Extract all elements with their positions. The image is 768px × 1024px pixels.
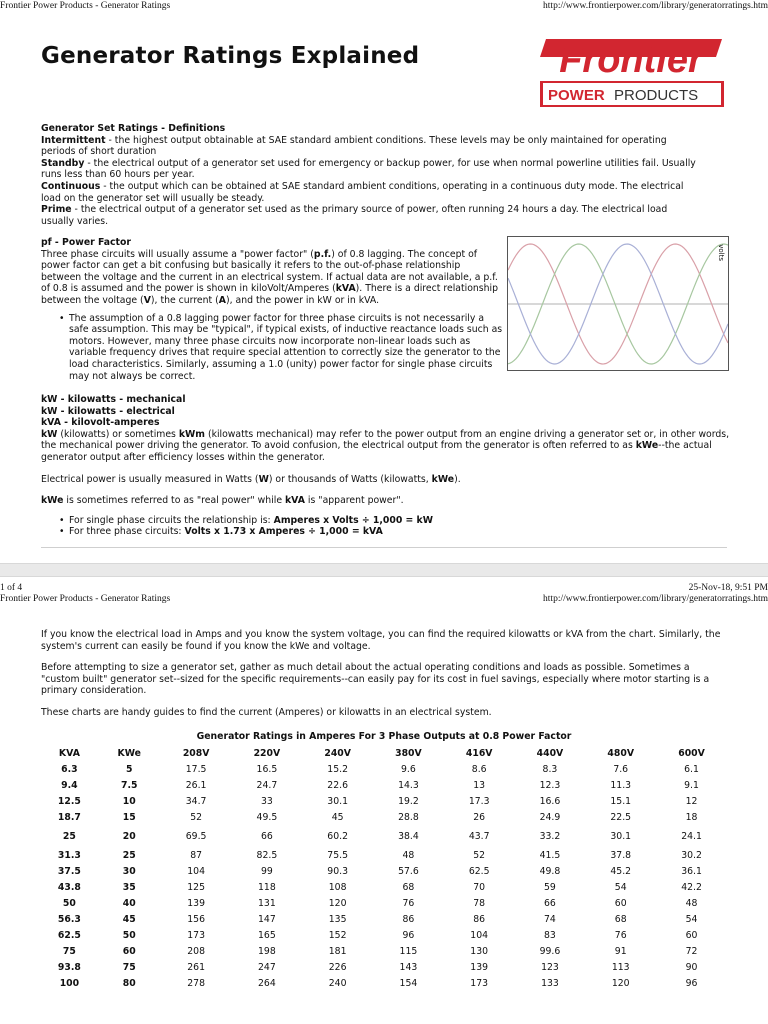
table-cell: 76 — [402, 897, 415, 909]
table-cell: 135 — [328, 913, 347, 925]
table-cell: 208 — [187, 945, 205, 957]
table-cell: 82.5 — [256, 849, 278, 861]
table-cell: 18 — [685, 811, 698, 823]
table-cell: 60 — [614, 897, 627, 909]
table-cell: 104 — [187, 865, 205, 877]
table-cell: 9.4 — [61, 779, 78, 791]
table-cell: 120 — [328, 897, 347, 909]
table-cell: 91 — [614, 945, 627, 957]
table-cell: 49.5 — [256, 811, 278, 823]
kw-paragraph: kW (kilowatts) or sometimes kWm (kilowatts mechanical) may refer to the power output from an engine driving a generator set or, in other words, the mechanical power driving the generator. To avoid confusion, the electrical output from the generator is often referred to as kWe--the actual generator output after efficiency losses within the generator. — [41, 428, 730, 463]
table-cell: 41.5 — [539, 849, 561, 861]
table-cell: 24.1 — [681, 830, 702, 842]
table-cell: 11.3 — [610, 779, 632, 791]
table-cell: 12 — [685, 795, 698, 807]
col-header: 220V — [253, 747, 281, 759]
table-cell: 173 — [187, 929, 205, 941]
table-cell: 35 — [122, 881, 136, 893]
table-row — [41, 879, 727, 895]
table-cell: 45 — [331, 811, 344, 823]
table-cell: 93.8 — [57, 961, 81, 973]
table-cell: 22.5 — [610, 811, 632, 823]
electrical-power-paragraph: Electrical power is usually measured in Watts (W) or thousands of Watts (kilowatts, kWe). — [41, 473, 461, 485]
table-cell: 104 — [470, 929, 489, 941]
table-cell: 15.1 — [610, 795, 632, 807]
table-cell: 16.6 — [539, 795, 561, 807]
print-header-page2 — [0, 594, 768, 606]
table-row — [41, 975, 727, 991]
table-cell: 60.2 — [327, 830, 348, 842]
table-cell: 19.2 — [398, 795, 419, 807]
table-cell: 115 — [399, 945, 418, 957]
table-cell: 113 — [611, 961, 630, 973]
table-cell: 152 — [328, 929, 347, 941]
table-cell: 100 — [59, 977, 80, 989]
table-cell: 278 — [187, 977, 205, 989]
table-cell: 59 — [544, 881, 556, 893]
def-standby: Standby - the electrical output of a generator set used for emergency or backup power, for use when normal powerline utilities fail. Usually runs less than 60 hours per year. — [41, 157, 696, 181]
table-cell: 52 — [190, 811, 203, 823]
table-cell: 86 — [402, 913, 415, 925]
table-cell: 57.6 — [398, 865, 419, 877]
table-row — [41, 911, 727, 927]
table-cell: 75 — [122, 961, 136, 973]
print-header — [0, 1, 768, 13]
table-cell: 69.5 — [185, 830, 207, 842]
table-cell: 9.1 — [684, 779, 699, 791]
table-cell: 33 — [260, 795, 273, 807]
chart-usage-paragraph: If you know the electrical load in Amps and you know the system voltage, you can find the required kilowatts or kVA from the chart. Similarly, the system's current can easily be found if you know the kWe and voltage. — [41, 629, 721, 652]
table-row — [41, 927, 727, 943]
ratings-table-header — [41, 745, 727, 761]
table-cell: 154 — [399, 977, 418, 989]
ratings-table-title: Generator Ratings in Amperes For 3 Phase Outputs at 0.8 Power Factor — [196, 731, 572, 742]
table-cell: 30.1 — [610, 830, 632, 842]
table-row — [41, 793, 727, 809]
page-title: Generator Ratings Explained — [41, 43, 420, 69]
table-cell: 108 — [328, 881, 347, 893]
table-cell: 49.8 — [539, 865, 561, 877]
table-cell: 54 — [685, 913, 698, 925]
table-cell: 26.1 — [185, 779, 207, 791]
table-cell: 17.3 — [468, 795, 490, 807]
page-count: 1 of 4 — [0, 583, 23, 593]
table-cell: 68 — [614, 913, 627, 925]
table-cell: 25 — [62, 830, 76, 842]
table-cell: 75 — [62, 945, 76, 957]
logo-brand: Frontier — [559, 39, 703, 81]
power-factor-section — [41, 237, 503, 382]
table-cell: 147 — [258, 913, 276, 925]
table-cell: 62.5 — [468, 865, 490, 877]
print-header-url-p2[interactable]: http://www.frontierpower.com/library/generatorratings.htm — [543, 594, 768, 604]
table-cell: 247 — [258, 961, 276, 973]
col-header: 208V — [182, 747, 210, 759]
table-cell: 143 — [399, 961, 418, 973]
print-header-title-p2: Frontier Power Products - Generator Ratings — [0, 594, 171, 604]
table-cell: 60 — [122, 945, 136, 957]
def-prime: Prime - the electrical output of a generator set used as the primary source of power, often running 24 hours a day. The electrical load usually varies. — [41, 204, 668, 227]
svg-text:PRODUCTS: PRODUCTS — [614, 87, 699, 104]
table-row — [41, 943, 727, 959]
pf-bullet-list — [41, 313, 503, 383]
sizing-paragraph: Before attempting to size a generator set, gather as much detail about the actual operating conditions and loads as possible. Sometimes a "custom built" generator set--sized for the specific requirements--can easily pay for its cost in fuel savings, especially where motor starting is a primary consideration. — [41, 662, 710, 697]
table-cell: 40 — [122, 897, 136, 909]
sizing-intro — [41, 629, 727, 719]
table-cell: 15.2 — [327, 763, 348, 775]
print-header-url[interactable]: http://www.frontierpower.com/library/generatorratings.htm — [543, 1, 768, 11]
table-cell: 165 — [258, 929, 276, 941]
col-header: 380V — [395, 747, 422, 759]
table-cell: 36.1 — [681, 865, 702, 877]
volts-label: volts — [717, 244, 725, 261]
col-header: 240V — [324, 747, 351, 759]
table-cell: 99 — [260, 865, 273, 877]
definitions-section — [41, 123, 701, 227]
table-row — [41, 895, 727, 911]
table-cell: 48 — [685, 897, 698, 909]
formula-list — [41, 515, 731, 538]
table-cell: 156 — [187, 913, 205, 925]
print-header-title: Frontier Power Products - Generator Ratings — [0, 1, 171, 11]
svg-text:POWER: POWER — [548, 87, 605, 104]
table-cell: 173 — [470, 977, 489, 989]
table-cell: 20 — [122, 830, 136, 842]
table-cell: 38.4 — [398, 830, 419, 842]
table-cell: 62.5 — [57, 929, 81, 941]
table-cell: 45.2 — [610, 865, 632, 877]
table-cell: 99.6 — [539, 945, 561, 957]
col-header: 416V — [465, 747, 493, 759]
def-continuous: Continuous - the output which can be obtained at SAE standard ambient conditions, operating in a continuous duty mode. The electrical load on the generator set will usually be steady. — [41, 180, 684, 204]
table-cell: 96 — [685, 977, 698, 989]
table-row — [41, 825, 727, 847]
table-cell: 43.7 — [468, 830, 490, 842]
three-phase-formula: • For three phase circuits: Volts x 1.73 x Amperes ÷ 1,000 = kVA — [41, 526, 731, 538]
pf-paragraph: Three phase circuits will usually assume a "power factor" (p.f.) of 0.8 lagging. The concept of power factor can get a bit confusing but basically it refers to the out-of-phase relationship between the voltage and the current in an electrical system. If actual data are not available, a p.f. of 0.8 is assumed and the power is shown in kiloVolt/Amperes (kVA). There is a direct relationship between the voltage (V), the current (A), and the power in kW or in kVA. — [41, 248, 499, 306]
table-cell: 96 — [402, 929, 415, 941]
table-cell: 264 — [258, 977, 276, 989]
table-cell: 18.7 — [57, 811, 81, 823]
real-power-paragraph: kWe is sometimes referred to as "real power" while kVA is "apparent power". — [41, 495, 404, 507]
kw-mechanical-heading: kW - kilowatts - mechanical — [41, 394, 186, 405]
table-cell: 42.2 — [681, 881, 702, 893]
table-row — [41, 761, 727, 777]
table-row — [41, 847, 727, 863]
table-cell: 83 — [544, 929, 556, 941]
kw-section — [41, 394, 731, 538]
table-cell: 7.5 — [121, 779, 138, 791]
table-cell: 10 — [122, 795, 136, 807]
table-cell: 14.3 — [398, 779, 419, 791]
table-row — [41, 809, 727, 825]
table-cell: 86 — [473, 913, 486, 925]
table-cell: 17.5 — [185, 763, 207, 775]
table-cell: 78 — [473, 897, 486, 909]
page-break — [0, 563, 768, 577]
table-cell: 34.7 — [185, 795, 207, 807]
table-cell: 181 — [328, 945, 347, 957]
table-cell: 45 — [122, 913, 136, 925]
table-cell: 25 — [122, 849, 136, 861]
table-cell: 76 — [614, 929, 627, 941]
table-cell: 75.5 — [327, 849, 348, 861]
table-cell: 37.5 — [57, 865, 81, 877]
col-header: 600V — [678, 747, 705, 759]
table-cell: 139 — [470, 961, 489, 973]
table-cell: 31.3 — [57, 849, 81, 861]
table-cell: 80 — [122, 977, 136, 989]
table-cell: 5 — [126, 763, 133, 775]
table-cell: 30.2 — [681, 849, 702, 861]
table-cell: 226 — [328, 961, 347, 973]
table-cell: 6.1 — [684, 763, 699, 775]
table-cell: 43.8 — [57, 881, 81, 893]
table-cell: 68 — [402, 881, 415, 893]
table-cell: 130 — [470, 945, 489, 957]
table-cell: 48 — [402, 849, 415, 861]
table-cell: 118 — [258, 881, 276, 893]
table-cell: 26 — [473, 811, 486, 823]
table-cell: 133 — [541, 977, 559, 989]
kw-electrical-heading: kW - kilowatts - electrical — [41, 405, 175, 417]
table-cell: 198 — [258, 945, 276, 957]
ratings-table — [41, 745, 727, 991]
table-cell: 8.6 — [471, 763, 487, 775]
pf-heading: pf - Power Factor — [41, 237, 131, 248]
table-cell: 56.3 — [57, 913, 81, 925]
col-header: 480V — [607, 747, 635, 759]
waveform-svg — [508, 237, 728, 370]
table-cell: 240 — [328, 977, 347, 989]
table-cell: 8.3 — [542, 763, 558, 775]
table-cell: 50 — [122, 929, 136, 941]
table-cell: 50 — [62, 897, 76, 909]
table-cell: 33.2 — [539, 830, 561, 842]
table-cell: 7.6 — [613, 763, 629, 775]
table-cell: 123 — [541, 961, 559, 973]
table-cell: 12.5 — [57, 795, 81, 807]
table-cell: 70 — [473, 881, 486, 893]
table-cell: 30 — [122, 865, 136, 877]
section-divider — [41, 547, 727, 548]
table-cell: 72 — [685, 945, 698, 957]
table-cell: 74 — [544, 913, 556, 925]
table-row — [41, 959, 727, 975]
three-phase-waveform — [507, 236, 729, 371]
table-cell: 90 — [685, 961, 698, 973]
pf-bullet: • The assumption of a 0.8 lagging power factor for three phase circuits is not necessarily a safe assumption. This may be "typical", if typical exists, of inductive reactance loads such as motors. However, many three phase circuits now incorporate non-linear loads such as variable frequency drives that require special attention to correctly size the generator to the load characteristics. Similarly, assuming a 1.0 (unity) power factor for single phase circuits may not always be correct. — [41, 313, 503, 383]
table-cell: 30.1 — [327, 795, 348, 807]
table-cell: 16.5 — [256, 763, 278, 775]
table-cell: 139 — [187, 897, 205, 909]
table-row — [41, 863, 727, 879]
definitions-heading: Generator Set Ratings - Definitions — [41, 123, 226, 134]
table-cell: 66 — [260, 830, 273, 842]
table-cell: 125 — [187, 881, 205, 893]
table-cell: 54 — [614, 881, 627, 893]
table-row — [41, 777, 727, 793]
table-cell: 37.8 — [610, 849, 632, 861]
table-cell: 13 — [473, 779, 486, 791]
def-intermittent: Intermittent - the highest output obtainable at SAE standard ambient conditions. These levels may be only maintained for operating periods of short duration — [41, 134, 667, 158]
table-cell: 52 — [473, 849, 486, 861]
table-cell: 60 — [685, 929, 698, 941]
table-cell: 24.7 — [256, 779, 278, 791]
table-cell: 87 — [190, 849, 203, 861]
table-cell: 131 — [258, 897, 276, 909]
col-header: KVA — [58, 747, 80, 759]
table-cell: 15 — [122, 811, 136, 823]
single-phase-formula: • For single phase circuits the relationship is: Amperes x Volts ÷ 1,000 = kW — [41, 515, 731, 527]
table-cell: 24.9 — [539, 811, 561, 823]
col-header: 440V — [536, 747, 564, 759]
kva-heading: kVA - kilovolt-amperes — [41, 417, 160, 429]
table-cell: 261 — [187, 961, 205, 973]
table-cell: 90.3 — [327, 865, 348, 877]
table-cell: 22.6 — [327, 779, 348, 791]
table-cell: 120 — [611, 977, 630, 989]
table-cell: 28.8 — [398, 811, 419, 823]
table-cell: 66 — [544, 897, 556, 909]
charts-guide-paragraph: These charts are handy guides to find the current (Amperes) or kilowatts in an electrical system. — [41, 706, 492, 718]
table-cell: 9.6 — [401, 763, 416, 775]
print-timestamp: 25-Nov-18, 9:51 PM — [688, 583, 768, 593]
frontier-logo[interactable] — [536, 35, 726, 111]
col-header: KWe — [117, 747, 141, 759]
table-cell: 12.3 — [539, 779, 561, 791]
table-cell: 6.3 — [61, 763, 78, 775]
